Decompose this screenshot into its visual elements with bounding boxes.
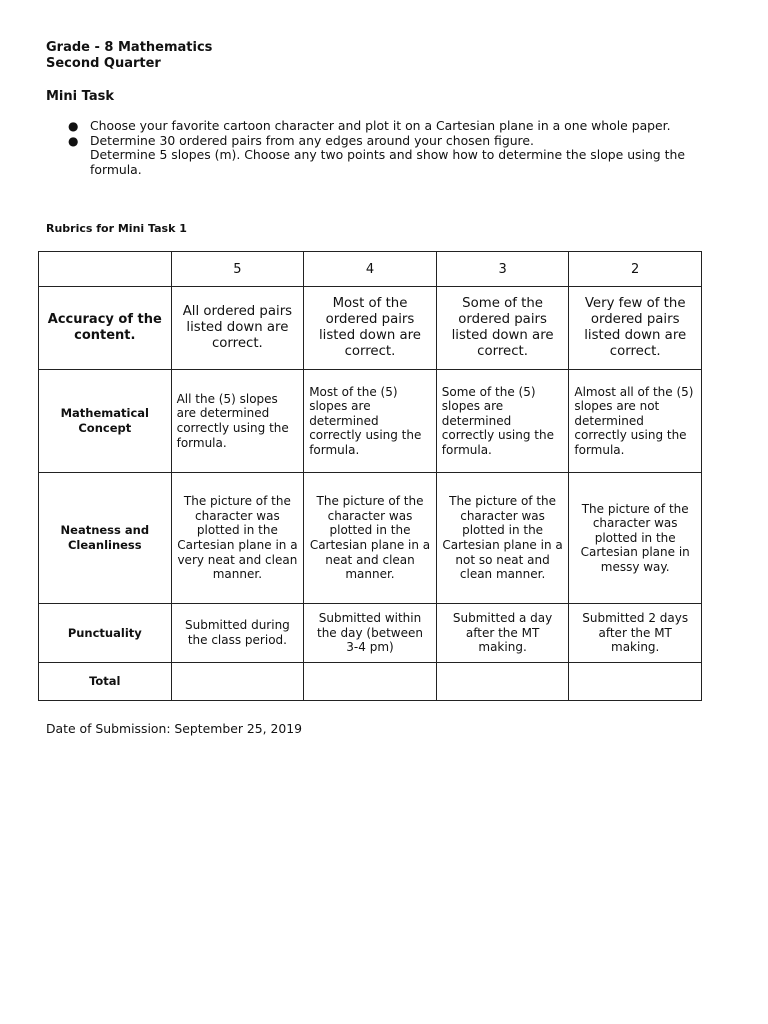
submission-date: Date of Submission: September 25, 2019 xyxy=(46,721,303,736)
score-header: 5 xyxy=(171,252,304,287)
table-cell: All ordered pairs listed down are correct. xyxy=(171,287,304,370)
table-cell: Submitted during the class period. xyxy=(171,604,304,663)
table-row xyxy=(39,287,702,370)
list-item xyxy=(68,134,708,178)
mini-task-title: Mini Task xyxy=(46,89,114,104)
table-row xyxy=(39,370,702,473)
quarter-title: Second Quarter xyxy=(46,56,161,71)
score-header: 3 xyxy=(436,252,569,287)
score-header: 2 xyxy=(569,252,702,287)
table-cell: All the (5) slopes are determined correctly using the formula. xyxy=(171,370,304,473)
criterion-label: Neatness and Cleanliness xyxy=(39,473,172,604)
instruction-text: Choose your favorite cartoon character and plot it on a Cartesian plane in a one whole paper. xyxy=(90,118,671,133)
criterion-label: Total xyxy=(39,663,172,701)
table-cell: Some of the ordered pairs listed down are correct. xyxy=(436,287,569,370)
grade-title: Grade - 8 Mathematics xyxy=(46,40,213,55)
table-cell: Almost all of the (5) slopes are not determined correctly using the formula. xyxy=(569,370,702,473)
table-cell: The picture of the character was plotted in the Cartesian plane in messy way. xyxy=(569,473,702,604)
table-row xyxy=(39,473,702,604)
empty-header-cell xyxy=(39,252,172,287)
table-cell: Most of the ordered pairs listed down are correct. xyxy=(304,287,437,370)
instruction-text: Determine 30 ordered pairs from any edges around your chosen figure. xyxy=(90,132,534,148)
rubric-title: Rubrics for Mini Task 1 xyxy=(46,222,187,235)
table-header-row xyxy=(39,252,702,287)
criterion-label: Accuracy of the content. xyxy=(39,287,172,370)
instructions-list xyxy=(68,119,708,177)
table-row xyxy=(39,663,702,701)
table-cell: Submitted within the day (between 3-4 pm) xyxy=(304,604,437,663)
criterion-label: Punctuality xyxy=(39,604,172,663)
bullet-icon: ● xyxy=(68,119,79,133)
table-row xyxy=(39,604,702,663)
bullet-icon: ● xyxy=(68,133,79,148)
table-cell: The picture of the character was plotted in the Cartesian plane in a not so neat and clean manner. xyxy=(436,473,569,604)
instruction-text: Determine 5 slopes (m). Choose any two points and show how to determine the slope using the formula. xyxy=(90,147,685,177)
table-cell: Some of the (5) slopes are determined correctly using the formula. xyxy=(436,370,569,473)
table-cell: Submitted a day after the MT making. xyxy=(436,604,569,663)
score-header: 4 xyxy=(304,252,437,287)
table-cell xyxy=(304,663,437,701)
criterion-label: Mathematical Concept xyxy=(39,370,172,473)
rubric-table xyxy=(38,251,702,701)
table-cell xyxy=(171,663,304,701)
table-cell: The picture of the character was plotted in the Cartesian plane in a very neat and clean manner. xyxy=(171,473,304,604)
table-cell: Submitted 2 days after the MT making. xyxy=(569,604,702,663)
document-header xyxy=(46,40,212,72)
table-cell xyxy=(436,663,569,701)
table-cell: Most of the (5) slopes are determined correctly using the formula. xyxy=(304,370,437,473)
table-cell: The picture of the character was plotted in the Cartesian plane in a neat and clean manner. xyxy=(304,473,437,604)
table-cell: Very few of the ordered pairs listed down are correct. xyxy=(569,287,702,370)
table-cell xyxy=(569,663,702,701)
list-item xyxy=(68,119,708,134)
